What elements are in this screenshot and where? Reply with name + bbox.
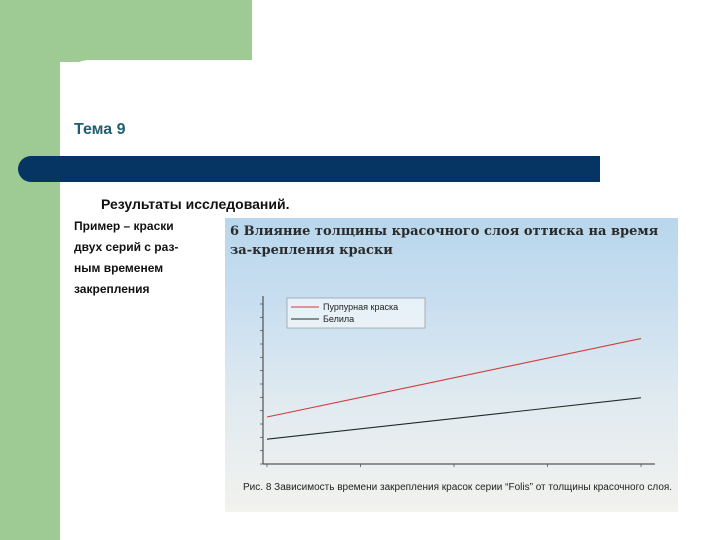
slide-description	[74, 216, 214, 300]
series-line	[267, 398, 641, 439]
slide-title: Тема 9	[74, 121, 126, 138]
description-line: закрепления	[74, 282, 150, 296]
top-green-block	[0, 0, 252, 62]
left-green-bar	[0, 0, 60, 540]
description-line: Пример – краски	[74, 219, 174, 233]
description-line: двух серий с раз-	[74, 240, 179, 254]
legend-label: Пурпурная краска	[323, 302, 399, 312]
title-divider-band	[18, 156, 600, 182]
series-line	[267, 339, 641, 417]
description-line: ным временем	[74, 261, 164, 275]
scanned-figure	[225, 218, 678, 512]
legend-label: Белила	[323, 314, 355, 324]
line-chart	[225, 218, 678, 512]
slide-subtitle: Результаты исследований.	[101, 196, 290, 212]
figure-title: 6 Влияние толщины красочного слоя оттиска на время за-крепления краски	[230, 224, 659, 258]
figure-caption: Рис. 8 Зависимость времени закрепления красок серии “Folis” от толщины красочного слоя.	[243, 482, 673, 493]
